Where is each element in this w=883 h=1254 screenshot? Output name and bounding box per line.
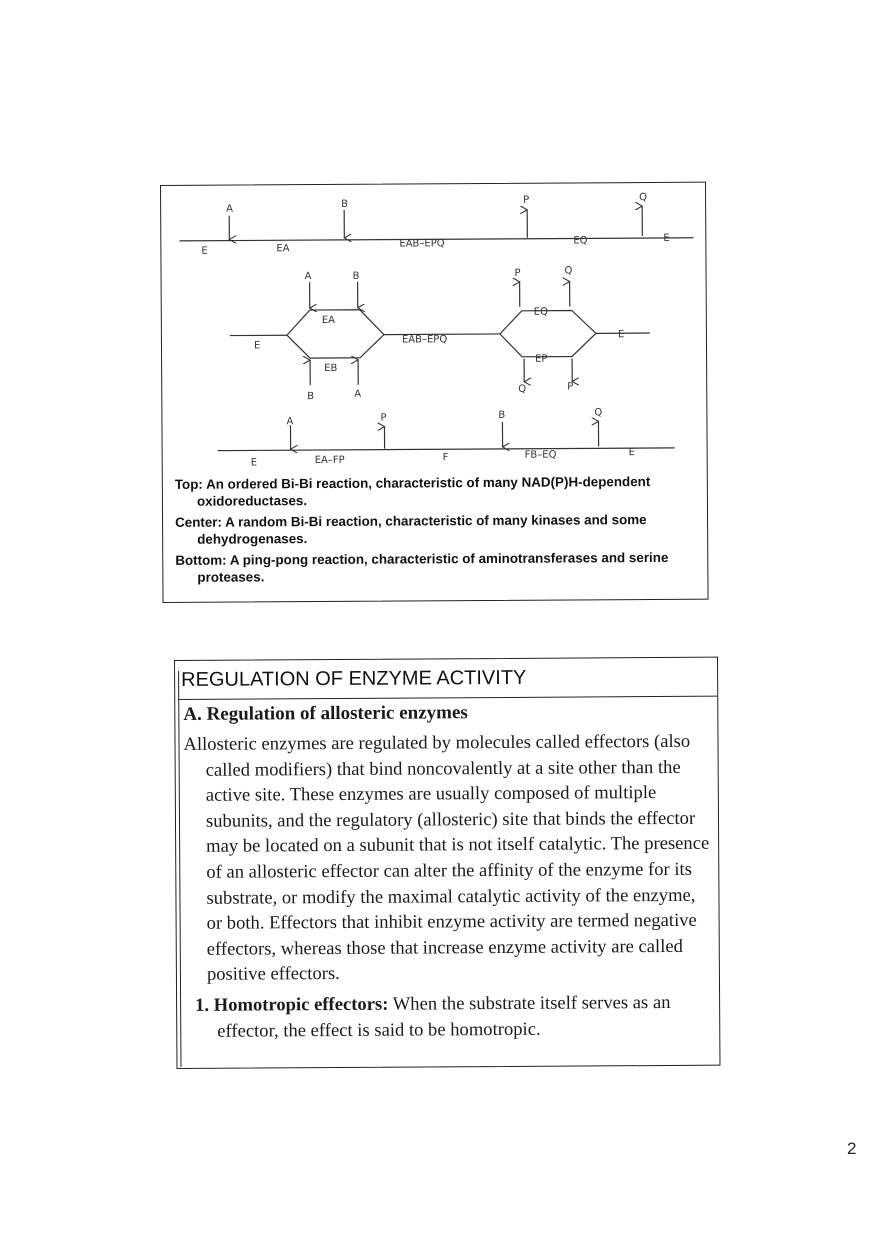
- top-state-ea: EA: [276, 243, 290, 255]
- top-substrate-a: A: [226, 203, 234, 215]
- allosteric-paragraph: Allosteric enzymes are regulated by molecules called effectors (also called modifiers) that bind noncovalently at a site other than the active site. These enzymes are usually composed of multiple subunits, and the regulatory (allosteric) site that binds the effector may be located on a subunit that is not itself catalytic. The presence of an allosteric effector can alter the affinity of the enzyme for its substrate, or modify the maximal catalytic activity of the enzyme, or both. Effectors that inhibit enzyme activity are termed negative effectors, whereas those that increase enzyme activity are called positive effectors.: [183, 730, 710, 986]
- top-substrate-b: B: [341, 198, 349, 210]
- center-substrate-b-top: B: [352, 270, 360, 282]
- slide-title: REGULATION OF ENZYME ACTIVITY: [181, 666, 527, 691]
- page-number: 2: [847, 1139, 857, 1158]
- slide-inner-border: [178, 671, 181, 1067]
- center-e-right: E: [617, 329, 625, 341]
- center-product-p-top: P: [514, 267, 521, 279]
- bottom-state-f: F: [442, 452, 449, 464]
- center-eab-epq: EAB–EPQ: [401, 334, 448, 346]
- center-substrate-a-top: A: [304, 271, 312, 283]
- bottom-input-a: A: [286, 416, 294, 428]
- bottom-state-fb-eq: FB–EQ: [524, 449, 557, 461]
- caption-bottom: Bottom: A ping-pong reaction, characteristic of aminotransferases and serine proteases.: [175, 549, 669, 585]
- bi-bi-reaction-diagram: [161, 183, 707, 476]
- caption-center: Center: A random Bi-Bi reaction, characteristic of many kinases and some dehydrogenases.: [175, 512, 647, 547]
- bottom-reaction-line: [218, 448, 675, 451]
- center-product-q-bottom: Q: [518, 383, 527, 395]
- top-product-p: P: [523, 194, 530, 206]
- homotropic-label: 1. Homotropic effectors:: [195, 993, 389, 1016]
- top-state-eq: EQ: [573, 235, 588, 247]
- bottom-state-e-right: E: [628, 447, 636, 459]
- center-eb: EB: [324, 362, 338, 375]
- homotropic-item: [195, 990, 713, 1044]
- center-eq: EQ: [533, 306, 549, 318]
- slide-body: [183, 701, 713, 1044]
- center-ea: EA: [321, 314, 336, 327]
- top-state-e-right: E: [663, 232, 670, 244]
- center-ep: EP: [535, 353, 548, 365]
- center-substrate-a-bottom: A: [354, 388, 362, 400]
- top-state-e-left: E: [201, 245, 208, 257]
- center-product-p-bottom: P: [567, 381, 574, 393]
- enzyme-regulation-slide: [174, 657, 720, 1069]
- homotropic-text: When the substrate itself serves as an effector, the effect is said to be homotropic.: [217, 991, 671, 1042]
- section-heading: A. Regulation of allosteric enzymes: [183, 702, 468, 725]
- center-e-left: E: [253, 340, 261, 352]
- bottom-output-p: P: [380, 412, 387, 424]
- bottom-input-b: B: [498, 409, 506, 421]
- bottom-output-q: Q: [594, 407, 603, 419]
- bottom-state-ea-fp: EA–FP: [314, 454, 345, 467]
- center-product-q-top: Q: [564, 265, 573, 277]
- diagram-caption: [175, 473, 706, 590]
- reaction-mechanisms-slide: [160, 182, 709, 603]
- center-substrate-b-bottom: B: [307, 391, 315, 403]
- caption-top: Top: An ordered Bi-Bi reaction, characteristic of many NAD(P)H-dependent oxidoreductases.: [174, 474, 651, 509]
- ea-eb-hexagon: [287, 310, 384, 359]
- title-divider: [178, 696, 717, 700]
- bottom-state-e-left: E: [250, 457, 258, 469]
- top-product-q: Q: [639, 192, 647, 204]
- top-state-eab-epq: EAB–EPQ: [399, 238, 445, 250]
